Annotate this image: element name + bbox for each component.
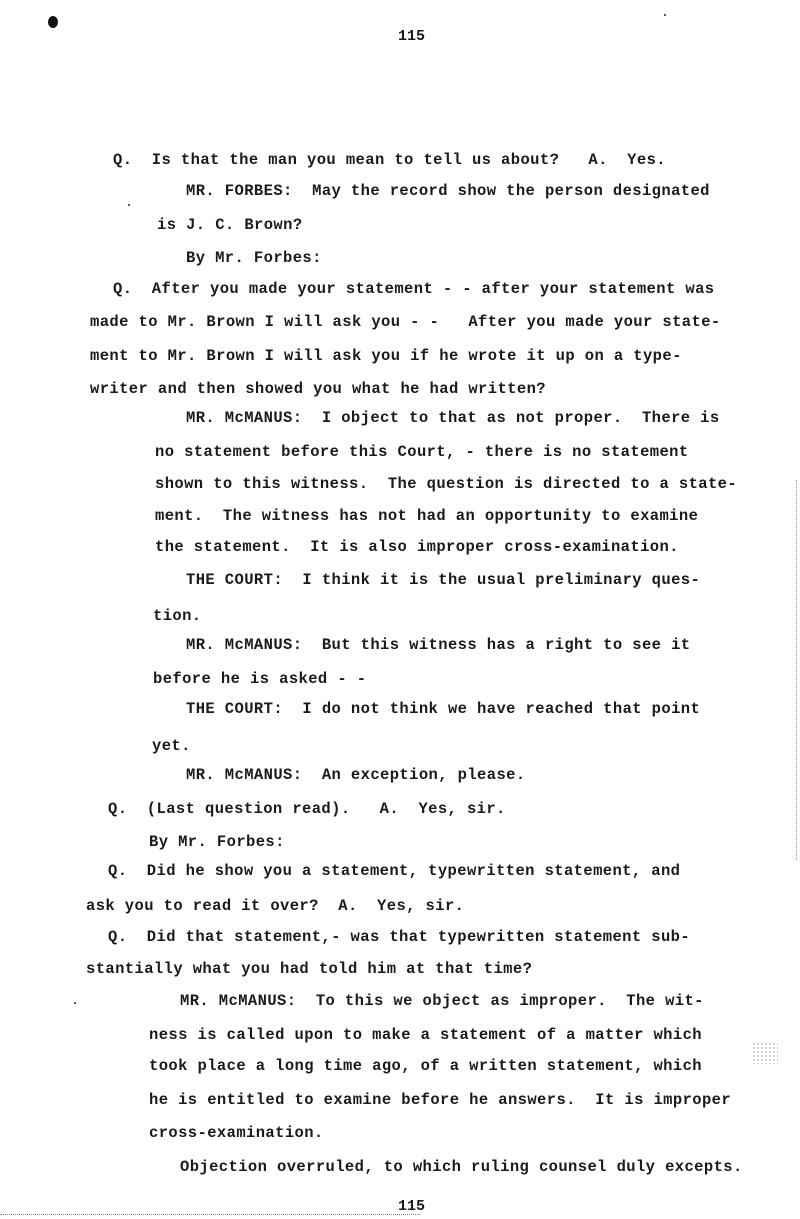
transcript-line: MR. McMANUS: To this we object as improper. The wit- xyxy=(180,992,704,1010)
transcript-line: By Mr. Forbes: xyxy=(186,249,322,267)
transcript-line: is J. C. Brown? xyxy=(157,216,303,234)
scan-speck xyxy=(128,204,130,206)
transcript-line: THE COURT: I do not think we have reached that point xyxy=(186,700,701,718)
transcript-line: no statement before this Court, - there is no statement xyxy=(155,443,689,461)
scan-noise xyxy=(752,1042,778,1064)
transcript-line: tion. xyxy=(153,607,202,625)
transcript-line: Q. After you made your statement - - after your statement was xyxy=(113,280,715,298)
transcript-line: MR. McMANUS: I object to that as not proper. There is xyxy=(186,409,720,427)
page-number-bottom: 115 xyxy=(398,1198,426,1215)
transcript-line: MR. FORBES: May the record show the person designated xyxy=(186,182,710,200)
transcript-line: MR. McMANUS: But this witness has a right to see it xyxy=(186,636,691,654)
transcript-line: made to Mr. Brown I will ask you - - After you made your state- xyxy=(90,313,721,331)
transcript-line: Objection overruled, to which ruling counsel duly excepts. xyxy=(180,1158,743,1176)
transcript-line: ask you to read it over? A. Yes, sir. xyxy=(86,897,465,915)
scan-speck xyxy=(664,14,666,16)
transcript-line: he is entitled to examine before he answers. It is improper xyxy=(149,1091,732,1109)
transcript-line: MR. McMANUS: An exception, please. xyxy=(186,766,526,784)
transcript-line: Q. (Last question read). A. Yes, sir. xyxy=(108,800,506,818)
transcript-line: ment to Mr. Brown I will ask you if he wrote it up on a type- xyxy=(90,347,682,365)
transcript-line: before he is asked - - xyxy=(153,670,367,688)
transcript-line: By Mr. Forbes: xyxy=(149,833,285,851)
transcript-line: ness is called upon to make a statement of a matter which xyxy=(149,1026,702,1044)
transcript-line: shown to this witness. The question is directed to a state- xyxy=(155,475,738,493)
transcript-line: THE COURT: I think it is the usual preliminary ques- xyxy=(186,571,701,589)
transcript-line: cross-examination. xyxy=(149,1124,324,1142)
transcript-line: Q. Did he show you a statement, typewritten statement, and xyxy=(108,862,681,880)
transcript-line: Q. Is that the man you mean to tell us about? A. Yes. xyxy=(113,151,666,169)
transcript-line: the statement. It is also improper cross-examination. xyxy=(155,538,679,556)
page-number-top: 115 xyxy=(398,28,426,45)
transcript-line: Q. Did that statement,- was that typewritten statement sub- xyxy=(108,928,691,946)
transcript-line: ment. The witness has not had an opportunity to examine xyxy=(155,507,699,525)
scan-bottom-edge xyxy=(0,1214,420,1216)
transcript-line: writer and then showed you what he had written? xyxy=(90,380,546,398)
scan-speck xyxy=(74,1002,76,1004)
transcript-line: yet. xyxy=(152,737,191,755)
transcript-line: took place a long time ago, of a written statement, which xyxy=(149,1057,702,1075)
scan-edge xyxy=(796,480,799,860)
ink-blot xyxy=(48,16,58,28)
transcript-line: stantially what you had told him at that time? xyxy=(86,960,533,978)
